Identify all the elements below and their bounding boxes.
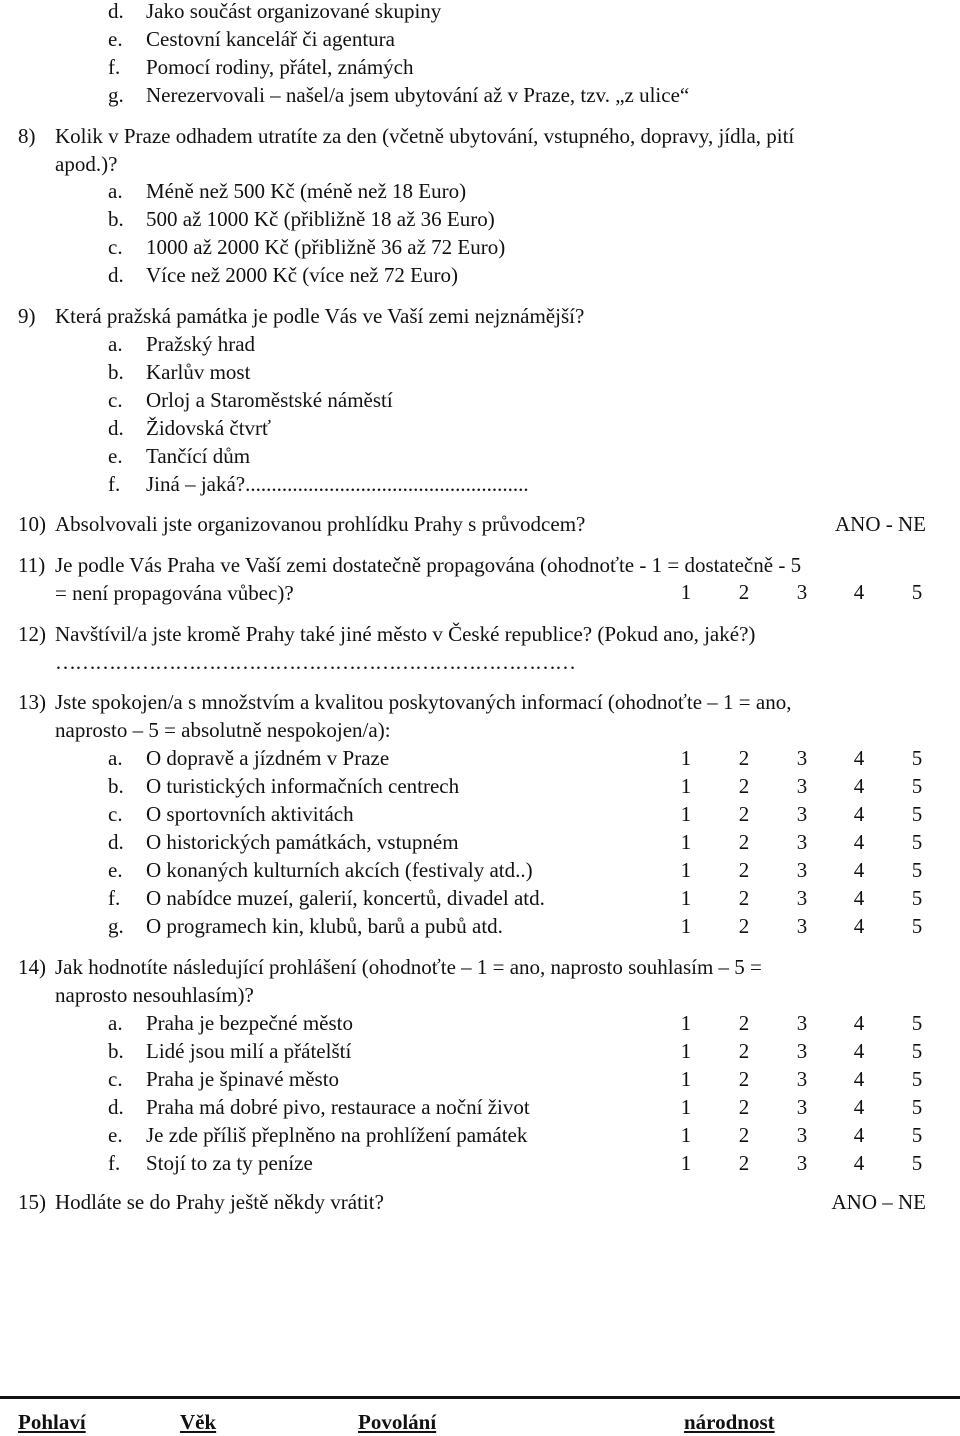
rating-1: 1 — [680, 1151, 692, 1175]
rating-1: 1 — [680, 1123, 692, 1147]
rating-1: 1 — [680, 914, 692, 938]
item-letter: g. — [108, 914, 124, 938]
item-letter: f. — [108, 1151, 121, 1175]
item-text: O historických památkách, vstupném — [146, 830, 459, 854]
rating-2: 2 — [738, 1095, 750, 1119]
rating-3: 3 — [796, 1123, 808, 1147]
rating-scale — [0, 1150, 960, 1176]
rating-5: 5 — [911, 1095, 923, 1119]
item-text: O nabídce muzeí, galerií, koncertů, divadel atd. — [146, 886, 545, 910]
option-letter: f. — [108, 55, 121, 79]
item-letter: a. — [108, 1011, 123, 1035]
rating-5: 5 — [911, 774, 923, 798]
rating-scale — [0, 1038, 960, 1064]
rating-scale — [0, 829, 960, 855]
footer-occupation-label: Povolání — [358, 1410, 437, 1434]
rating-3: 3 — [796, 830, 808, 854]
rating-5: 5 — [911, 1067, 923, 1091]
question-number: 13) — [18, 690, 46, 714]
item-text: O sportovních aktivitách — [146, 802, 354, 826]
rating-4: 4 — [853, 1067, 865, 1091]
option-letter: d. — [108, 0, 124, 23]
question-text-continued: naprosto nesouhlasím)? — [55, 983, 254, 1007]
question-text-continued: naprosto – 5 = absolutně nespokojen/a): — [55, 718, 391, 742]
option-letter: a. — [108, 179, 123, 203]
option-text: Židovská čtvrť — [146, 416, 272, 440]
item-text: O programech kin, klubů, barů a pubů atd. — [146, 914, 503, 938]
option-text: Karlův most — [146, 360, 251, 384]
option-letter: c. — [108, 388, 123, 412]
rating-2: 2 — [738, 746, 750, 770]
option-letter: f. — [108, 472, 121, 496]
rating-4: 4 — [853, 858, 865, 882]
rating-2: 2 — [738, 1151, 750, 1175]
question-number: 15) — [18, 1190, 46, 1214]
rating-3: 3 — [796, 1039, 808, 1063]
option-letter: a. — [108, 332, 123, 356]
item-text: Praha má dobré pivo, restaurace a noční život — [146, 1095, 530, 1119]
rating-3: 3 — [796, 802, 808, 826]
option-text: Tančící dům — [146, 444, 251, 468]
rating-4: 4 — [853, 802, 865, 826]
rating-1: 1 — [680, 858, 692, 882]
item-letter: d. — [108, 1095, 124, 1119]
rating-5: 5 — [911, 830, 923, 854]
rating-scale — [0, 745, 960, 771]
rating-1: 1 — [680, 886, 692, 910]
rating-3: 3 — [796, 746, 808, 770]
option-text: Cestovní kancelář či agentura — [146, 27, 395, 51]
rating-4: 4 — [853, 914, 865, 938]
question-text-continued: apod.)? — [55, 152, 118, 176]
option-letter: d. — [108, 263, 124, 287]
rating-3: 3 — [796, 774, 808, 798]
rating-scale — [0, 801, 960, 827]
rating-1: 1 — [680, 1067, 692, 1091]
rating-1: 1 — [680, 1011, 692, 1035]
rating-2: 2 — [738, 1123, 750, 1147]
rating-scale — [0, 885, 960, 911]
footer-nationality-label: národnost — [684, 1410, 775, 1434]
item-text: O dopravě a jízdném v Praze — [146, 746, 390, 770]
option-text: Více než 2000 Kč (více než 72 Euro) — [146, 263, 458, 287]
option-letter: c. — [108, 235, 123, 259]
option-text: Jako součást organizované skupiny — [146, 0, 442, 23]
rating-4: 4 — [853, 774, 865, 798]
rating-scale — [0, 1010, 960, 1036]
rating-5: 5 — [911, 1039, 923, 1063]
rating-scale — [0, 913, 960, 939]
option-text: 500 až 1000 Kč (přibližně 18 až 36 Euro) — [146, 207, 495, 231]
item-text: Praha je bezpečné město — [146, 1011, 353, 1035]
option-text: Orloj a Staroměstské náměstí — [146, 388, 393, 412]
rating-scale — [0, 1066, 960, 1092]
rating-3: 3 — [796, 914, 808, 938]
question-number: 11) — [18, 553, 46, 577]
item-letter: e. — [108, 858, 123, 882]
rating-4: 4 — [853, 830, 865, 854]
footer-age-label: Věk — [180, 1410, 217, 1434]
yes-no-answer: ANO - NE — [835, 512, 926, 536]
rating-1: 1 — [680, 1095, 692, 1119]
rating-5: 5 — [911, 914, 923, 938]
rating-3: 3 — [796, 1011, 808, 1035]
question-number: 10) — [18, 512, 46, 536]
rating-5: 5 — [911, 802, 923, 826]
yes-no-answer: ANO – NE — [831, 1190, 926, 1214]
item-letter: a. — [108, 746, 123, 770]
option-letter: b. — [108, 360, 124, 384]
question-number: 12) — [18, 622, 46, 646]
rating-2: 2 — [738, 774, 750, 798]
item-text: O konaných kulturních akcích (festivaly atd..) — [146, 858, 533, 882]
rating-4: 4 — [853, 1011, 865, 1035]
option-text: Jiná – jaká?...................................................... — [146, 472, 529, 496]
item-text: Stojí to za ty peníze — [146, 1151, 313, 1175]
rating-1: 1 — [680, 1039, 692, 1063]
question-text: Jak hodnotíte následující prohlášení (ohodnoťte – 1 = ano, naprosto souhlasím – 5 = — [55, 955, 762, 979]
option-text: 1000 až 2000 Kč (přibližně 36 až 72 Euro) — [146, 235, 506, 259]
rating-1: 1 — [680, 774, 692, 798]
item-letter: e. — [108, 1123, 123, 1147]
option-text: Pražský hrad — [146, 332, 256, 356]
rating-2: 2 — [738, 802, 750, 826]
option-text: Méně než 500 Kč (méně než 18 Euro) — [146, 179, 467, 203]
rating-scale — [0, 1094, 960, 1120]
rating-2: 2 — [738, 1011, 750, 1035]
rating-4: 4 — [853, 1123, 865, 1147]
item-letter: d. — [108, 830, 124, 854]
rating-2: 2 — [738, 580, 750, 604]
question-number: 14) — [18, 955, 46, 979]
rating-4: 4 — [853, 1095, 865, 1119]
rating-3: 3 — [796, 1095, 808, 1119]
rating-1: 1 — [680, 802, 692, 826]
rating-3: 3 — [796, 886, 808, 910]
answer-blank-line: …………………………………………………………………… — [55, 650, 575, 674]
rating-4: 4 — [853, 580, 865, 604]
option-letter: g. — [108, 83, 124, 107]
option-text: Nerezervovali – našel/a jsem ubytování až v Praze, tzv. „z ulice“ — [146, 83, 690, 107]
item-letter: f. — [108, 886, 121, 910]
option-letter: b. — [108, 207, 124, 231]
option-letter: d. — [108, 416, 124, 440]
rating-5: 5 — [911, 746, 923, 770]
rating-2: 2 — [738, 830, 750, 854]
rating-3: 3 — [796, 858, 808, 882]
question-text: Navštívil/a jste kromě Prahy také jiné město v České republice? (Pokud ano, jaké?) — [55, 622, 756, 646]
question-text: Hodláte se do Prahy ještě někdy vrátit? — [55, 1190, 384, 1214]
footer-divider — [0, 1396, 960, 1399]
rating-scale — [0, 857, 960, 883]
question-text: Jste spokojen/a s množstvím a kvalitou poskytovaných informací (ohodnoťte – 1 = ano, — [55, 690, 792, 714]
rating-2: 2 — [738, 858, 750, 882]
rating-scale — [0, 773, 960, 799]
item-letter: b. — [108, 774, 124, 798]
item-text: Praha je špinavé město — [146, 1067, 340, 1091]
rating-5: 5 — [911, 580, 923, 604]
item-letter: c. — [108, 802, 123, 826]
rating-4: 4 — [853, 1039, 865, 1063]
rating-2: 2 — [738, 1067, 750, 1091]
question-number: 8) — [18, 124, 36, 148]
rating-1: 1 — [680, 580, 692, 604]
rating-5: 5 — [911, 858, 923, 882]
option-letter: e. — [108, 444, 123, 468]
question-text: Je podle Vás Praha ve Vaší zemi dostatečně propagována (ohodnoťte - 1 = dostatečně - 5 — [55, 553, 802, 577]
option-letter: e. — [108, 27, 123, 51]
rating-3: 3 — [796, 580, 808, 604]
rating-5: 5 — [911, 886, 923, 910]
question-text: Absolvovali jste organizovanou prohlídku Prahy s průvodcem? — [55, 512, 586, 536]
rating-4: 4 — [853, 886, 865, 910]
item-letter: c. — [108, 1067, 123, 1091]
question-text: Kolik v Praze odhadem utratíte za den (včetně ubytování, vstupného, dopravy, jídla, pití — [55, 124, 795, 148]
footer-gender-label: Pohlaví — [18, 1410, 86, 1434]
rating-1: 1 — [680, 830, 692, 854]
rating-5: 5 — [911, 1123, 923, 1147]
rating-1: 1 — [680, 746, 692, 770]
rating-5: 5 — [911, 1011, 923, 1035]
question-text-continued: = není propagována vůbec)? — [55, 581, 294, 605]
rating-4: 4 — [853, 746, 865, 770]
rating-2: 2 — [738, 914, 750, 938]
option-text: Pomocí rodiny, přátel, známých — [146, 55, 414, 79]
rating-4: 4 — [853, 1151, 865, 1175]
question-text: Která pražská památka je podle Vás ve Vaší zemi nejznámější? — [55, 304, 585, 328]
item-text: Lidé jsou milí a přátelští — [146, 1039, 352, 1063]
item-letter: b. — [108, 1039, 124, 1063]
rating-5: 5 — [911, 1151, 923, 1175]
item-text: Je zde příliš přeplněno na prohlížení památek — [146, 1123, 528, 1147]
item-text: O turistických informačních centrech — [146, 774, 460, 798]
rating-3: 3 — [796, 1067, 808, 1091]
question-number: 9) — [18, 304, 36, 328]
rating-scale — [0, 1122, 960, 1148]
rating-scale — [0, 580, 960, 606]
rating-3: 3 — [796, 1151, 808, 1175]
rating-2: 2 — [738, 886, 750, 910]
rating-2: 2 — [738, 1039, 750, 1063]
